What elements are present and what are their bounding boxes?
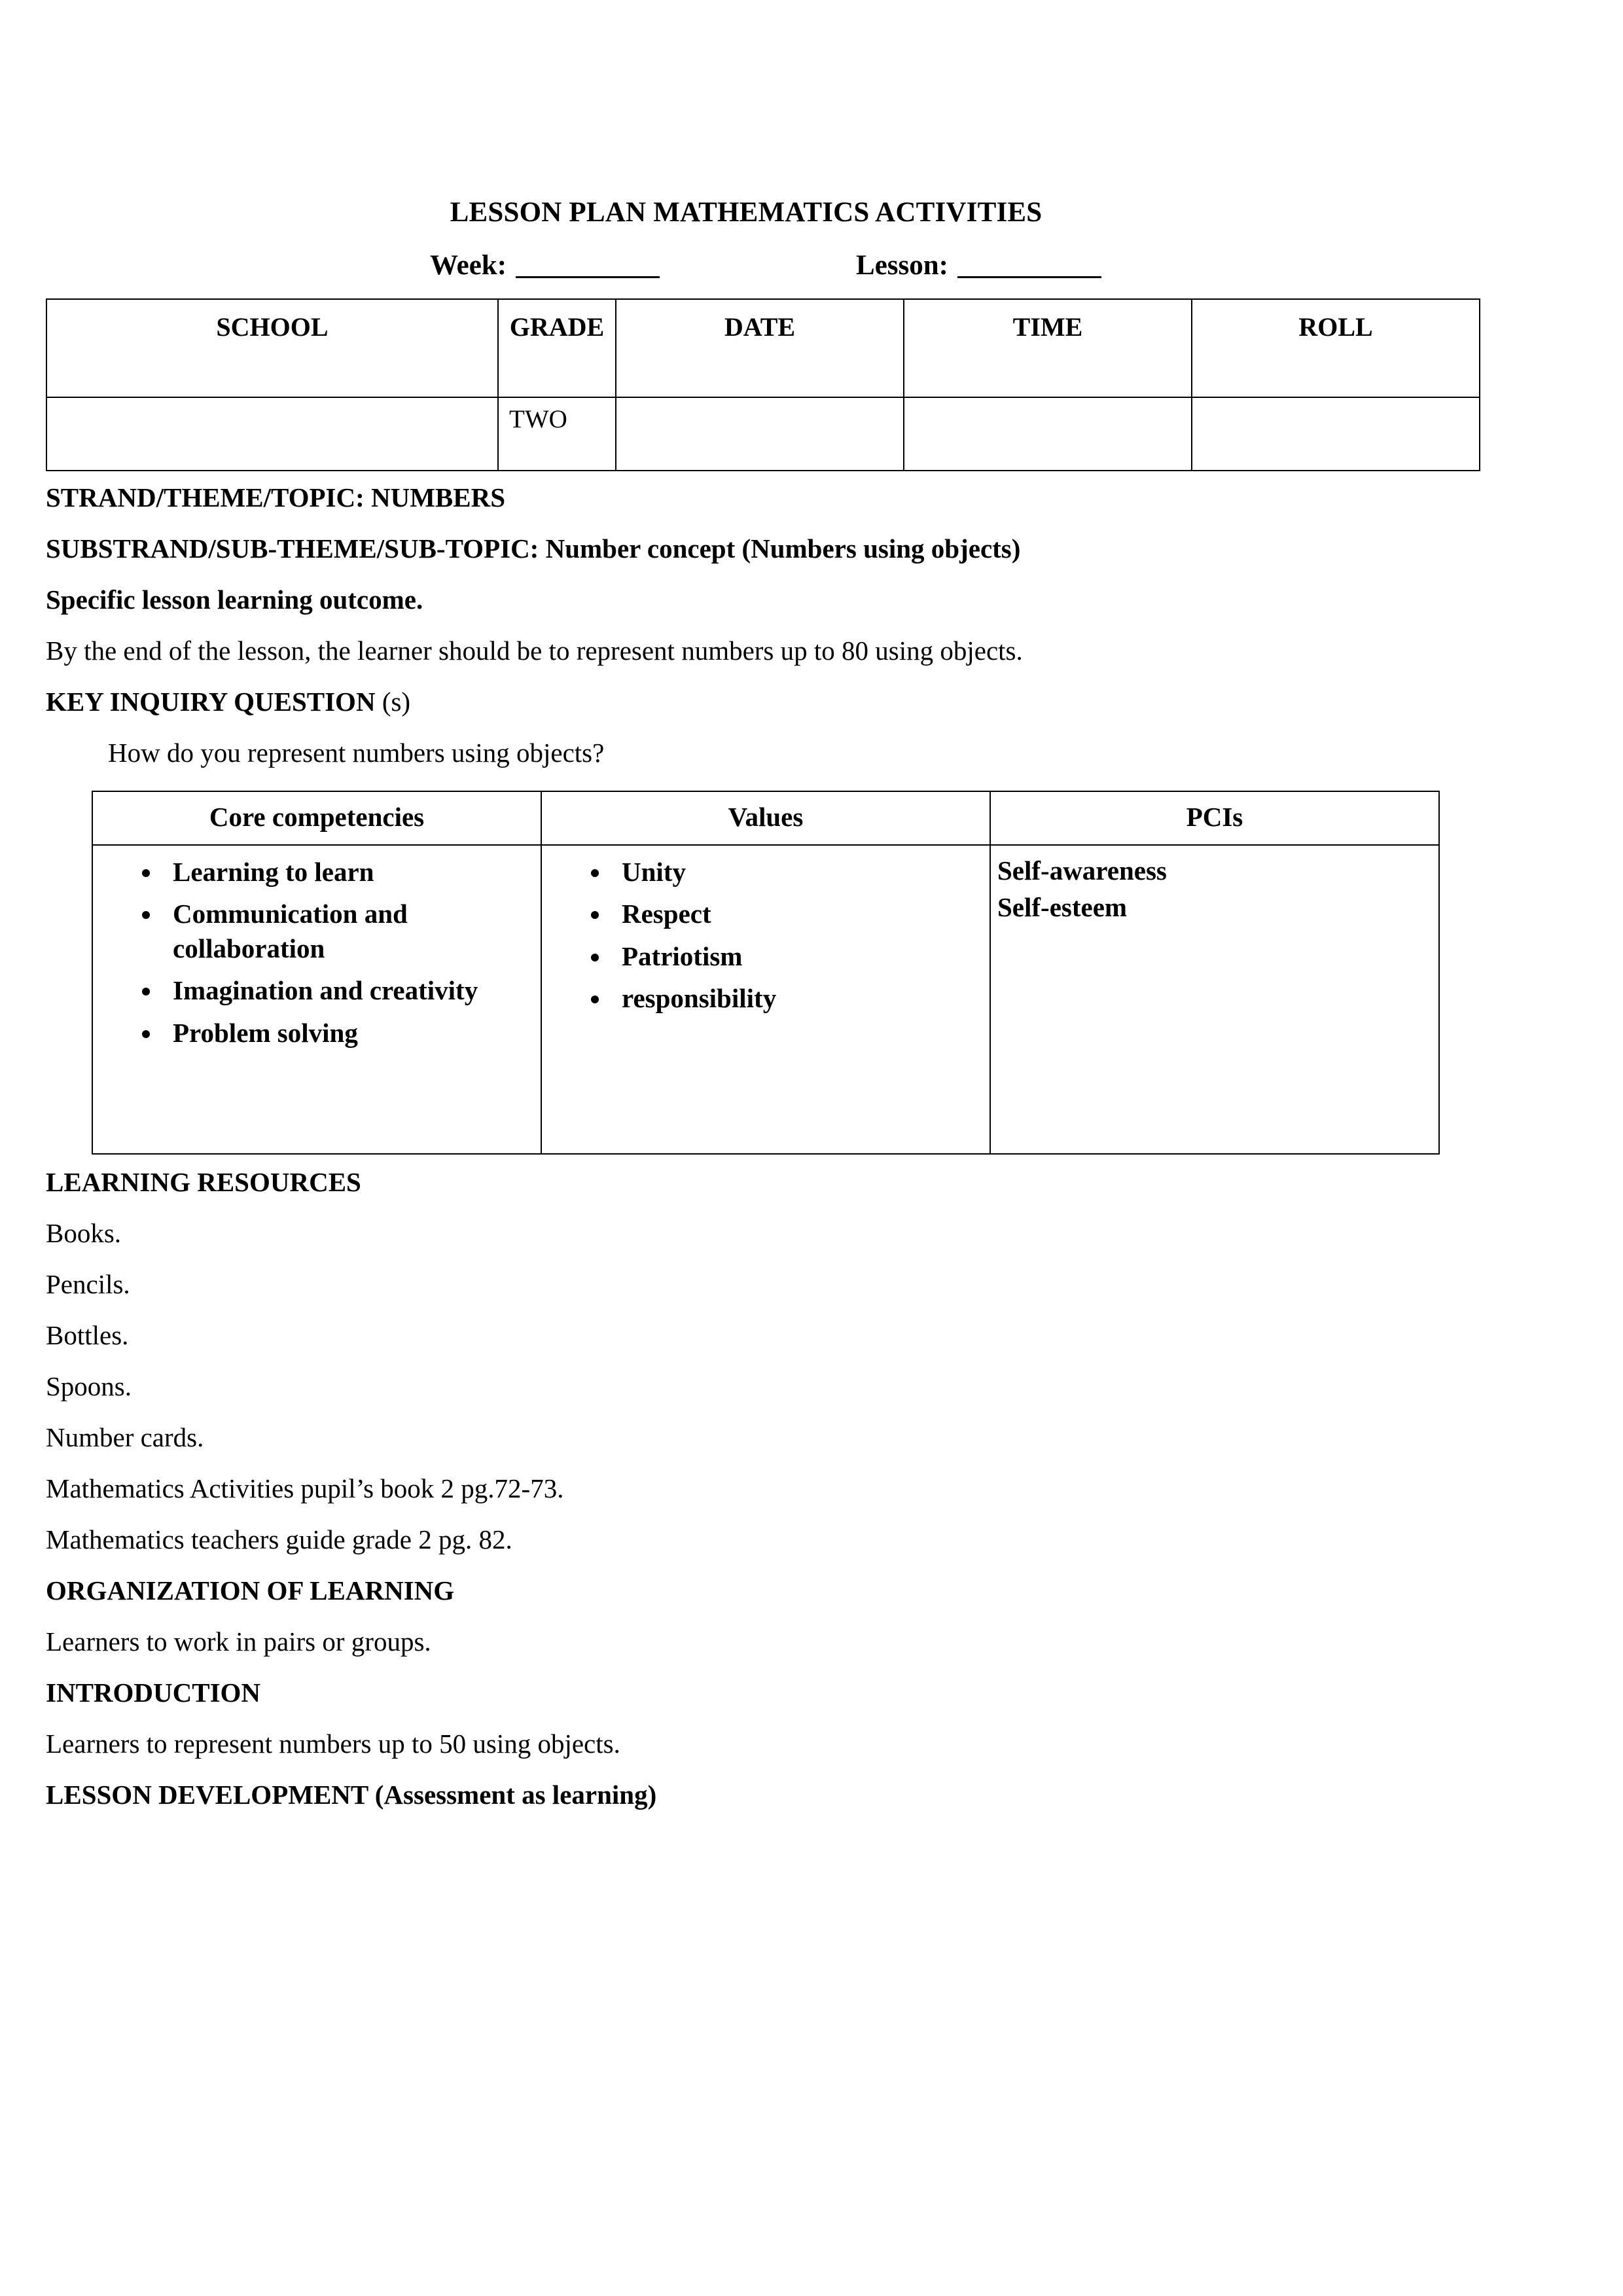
cell-values xyxy=(541,845,990,1154)
resource-item: Pencils. xyxy=(46,1269,130,1299)
lesson-blank[interactable] xyxy=(957,276,1101,278)
development-heading-tail: (Assessment as learning) xyxy=(374,1780,657,1810)
table-header-row xyxy=(92,791,1439,845)
list-item: • Imagination and creativity xyxy=(162,973,534,1007)
week-blank[interactable] xyxy=(516,276,660,278)
table-row xyxy=(46,397,1480,471)
page-title: LESSON PLAN MATHEMATICS ACTIVITIES xyxy=(450,197,1043,228)
cell-pcis xyxy=(990,845,1439,1154)
strand-line xyxy=(46,482,1525,513)
header-values: Values xyxy=(541,791,990,845)
list-item: • Unity xyxy=(611,855,983,889)
resource-item: Mathematics Activities pupil’s book 2 pg.72-73. xyxy=(46,1473,564,1503)
cell-time[interactable] xyxy=(904,397,1192,471)
list-item: • Problem solving xyxy=(162,1016,534,1050)
list-item: • Learning to learn xyxy=(162,855,534,889)
header-date: DATE xyxy=(616,299,904,397)
outcome-heading: Specific lesson learning outcome. xyxy=(46,584,423,615)
organization-text: Learners to work in pairs or groups. xyxy=(46,1626,431,1657)
table-header-row xyxy=(46,299,1480,397)
header-time: TIME xyxy=(904,299,1192,397)
cell-roll[interactable] xyxy=(1192,397,1480,471)
development-heading xyxy=(46,1779,1525,1810)
resources-heading: LEARNING RESOURCES xyxy=(46,1167,361,1197)
list-item: • Patriotism xyxy=(611,939,983,973)
inquiry-heading-bold: KEY INQUIRY QUESTION xyxy=(46,687,376,717)
header-core-competencies: Core competencies xyxy=(92,791,541,845)
strand-value: NUMBERS xyxy=(371,482,506,512)
inquiry-heading xyxy=(46,686,1525,717)
resource-item: Spoons. xyxy=(46,1371,132,1401)
cell-school[interactable] xyxy=(46,397,498,471)
week-lesson-line xyxy=(46,249,1525,281)
header-grade: GRADE xyxy=(498,299,616,397)
resource-item: Mathematics teachers guide grade 2 pg. 82. xyxy=(46,1524,512,1554)
substrand-label: SUBSTRAND/SUB-THEME/SUB-TOPIC: xyxy=(46,533,539,564)
introduction-text: Learners to represent numbers up to 50 using objects. xyxy=(46,1729,620,1759)
introduction-heading: INTRODUCTION xyxy=(46,1677,261,1708)
list-item: Self-awareness xyxy=(997,855,1167,886)
lesson-field: Lesson: xyxy=(856,249,1101,281)
organization-heading: ORGANIZATION OF LEARNING xyxy=(46,1575,455,1605)
outcome-text: By the end of the lesson, the learner should be to represent numbers up to 80 using objects. xyxy=(46,636,1023,666)
list-item: • Respect xyxy=(611,897,983,931)
cell-core-competencies xyxy=(92,845,541,1154)
list-item: Self-esteem xyxy=(997,892,1128,922)
strand-label: STRAND/THEME/TOPIC: xyxy=(46,482,365,512)
header-school: SCHOOL xyxy=(46,299,498,397)
values-list xyxy=(548,855,983,1016)
resource-item: Bottles. xyxy=(46,1320,129,1350)
inquiry-question: How do you represent numbers using objects? xyxy=(108,738,605,768)
competency-table xyxy=(92,791,1440,1155)
resource-item: Number cards. xyxy=(46,1422,204,1452)
week-field: Week: xyxy=(430,249,660,281)
resource-item: Books. xyxy=(46,1218,122,1248)
substrand-value: Number concept (Numbers using objects) xyxy=(545,533,1021,564)
inquiry-heading-tail: (s) xyxy=(382,687,411,717)
header-pcis: PCIs xyxy=(990,791,1439,845)
development-heading-bold: LESSON DEVELOPMENT xyxy=(46,1780,368,1810)
list-item: • responsibility xyxy=(611,981,983,1015)
substrand-line xyxy=(46,533,1525,564)
list-item: • Communication and collaboration xyxy=(162,897,534,965)
header-roll: ROLL xyxy=(1192,299,1480,397)
cell-grade[interactable]: TWO xyxy=(498,397,616,471)
cell-date[interactable] xyxy=(616,397,904,471)
table-row xyxy=(92,845,1439,1154)
core-competency-list xyxy=(99,855,534,1050)
school-info-table xyxy=(46,298,1480,471)
